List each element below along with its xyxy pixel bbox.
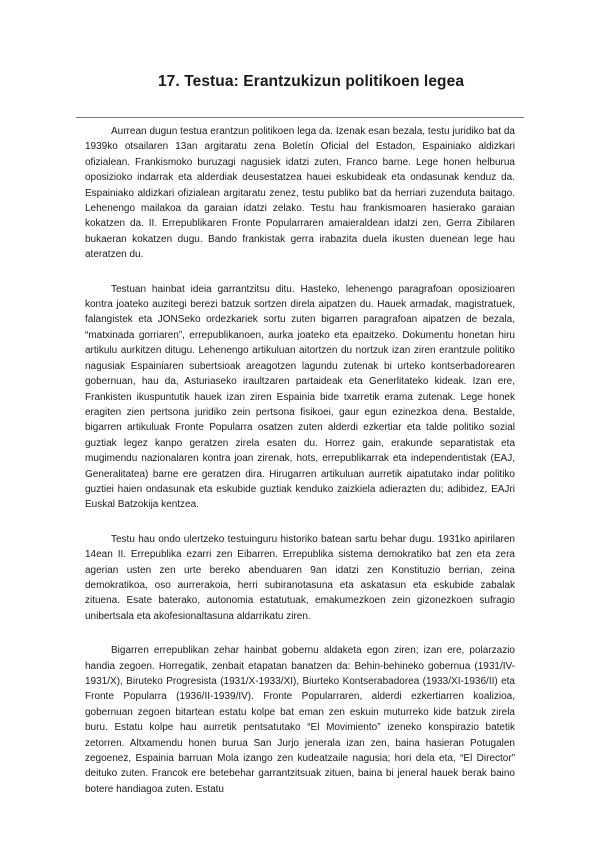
paragraph: Testuan hainbat ideia garrantzitsu ditu. Hasteko, lehenengo paragrafoan oposizioaren kontra joateko auzitegi berezi batzuk sortzen direla aipatzen du. Hauek armadak, magistratuek, falangistek eta JONSeko ordezkariek sortu zuten bigarren paragrafoan aipatzen de bezala, “matxinada gorriaren”, errepublikanoen, aurka joateko eta epaitzeko. Dokumentu honetan hiru artikulu aurkitzen ditugu. Lehenengo artikuluan aitortzen du nortzuk izan ziren erantzule politiko nagusiak Espainiaren subertsioak areagotzen lagundu zutenak bi urteko kontserbadorearen gobernuan, hau da, Asturiaseko iraultzaren partaideak eta Generlitateko kideak. Izan ere, Frankisten ikuspuntutik hauek izan ziren Espainia bide txarretik erama zutenak. Lege honek eragiten zien pertsona juridiko zein pertsona fisikoei, gaur egun ezinezkoa dena. Bestalde, bigarren artikuluak Fronte Popularra osatzen zuten alderdi ezkertiar eta talde politiko sozial guztiak legez kanpo geratzen zirela esaten du. Horrez gain, erakunde separatistak eta mugimendu nazionalaren kontra joan zirenak, hots, errepublikarrak eta independentistak (EAJ, Generalitatea) barne ere geratzen dira. Hirugarren artikuluan aurretik aipatutako indar politiko guztiei haien ondasunak eta eskubide guztiak kenduko zaizkiela adierazten du; adibidez, EAJri Euskal Batzokija kentzea. xyxy=(85,283,515,511)
title-divider xyxy=(76,117,524,118)
paragraph: Aurrean dugun testua erantzun politikoen lega da. Izenak esan bezala, testu juridiko bat da 1939ko otsailaren 13an argitaratu zena Boletín Oficial del Estadon, Espainiako aldizkari ofizialean. Frankismoko buruzagi nagusiek idatzi zuten, Franco barne. Lege honen helburua oposizioko indarrak eta alderdiak deusestatzea hauei eskubideak eta ondasunak kenduz da. Espainiako aldizkari ofizialean argitaratu zenez, testu publiko bat da herriari zuzenduta baitago. Lehenengo mailakoa da garaian idatzi zelako. Testu hau frankismoaren hasierako garaian kokatzen da. II. Errepublikaren Fronte Popularraren amaieraldean idatzi zen, Gerra Zibilaren bukaeran kokatzen dugu. Bando frankistak gerra irabazita duela ikusten duenean lege hau ateratzen du. xyxy=(85,126,515,261)
document-body xyxy=(85,124,515,816)
paragraph: Testu hau ondo ulertzeko testuinguru historiko batean sartu behar dugu. 1931ko apirilaren 14ean II. Errepublika ezarri zen Eibarren. Errepublika sistema demokratiko bat zen eta zera agerian usten zen urte bereko abenduaren 9an idatzi zen Konstituzio berrian, zeina demokratikoa, oso aurrerakoia, herri subiranotasuna eta askatasun eta eskubide zabalak zituena. Esate baterako, autonomia estatutuak, emakumezkoen zein gizonezkoen sufragio unibertsala eta akofesionaltasuna aldarrikatu ziren. xyxy=(85,533,515,622)
document-title: 17. Testua: Erantzukizun politikoen legea xyxy=(157,73,465,90)
paragraph: Bigarren errepublikan zehar hainbat gobernu aldaketa egon ziren; izan ere, polarzazio handia zegoen. Horregatik, zenbait etapatan banatzen da: Behin-behineko gobernua (1931/IV-1931/X), Biruteko Progresista (1931/X-1933/XI), Biurteko Kontserabadorea (1933/XI-1936/II) eta Fronte Popularra (1936/II-1939/IV). Fronte Popularraren, alderdi ezkertiarren koalizioa, gobernuan zegoen bitartean estatu kolpe bat eman zen eskuin muturreko kide batzuk zirela buru. Estatu kolpe hau aurretik pentsatutako “El Movimiento” izeneko konspirazio batetik zetorren. Altxamendu honen burua San Jurjo jenerala izan zen, baina hasieran Potugalen zegoenez, Espainia barruan Mola izango zen kudeatzaile nagusia; hori dela eta, “El Director” deituko zuten. Francok ere betebehar garrantzitsuak zituen, baina bi jeneral hauek berak baino botere handiagoa zuten. Estatu xyxy=(85,645,515,795)
